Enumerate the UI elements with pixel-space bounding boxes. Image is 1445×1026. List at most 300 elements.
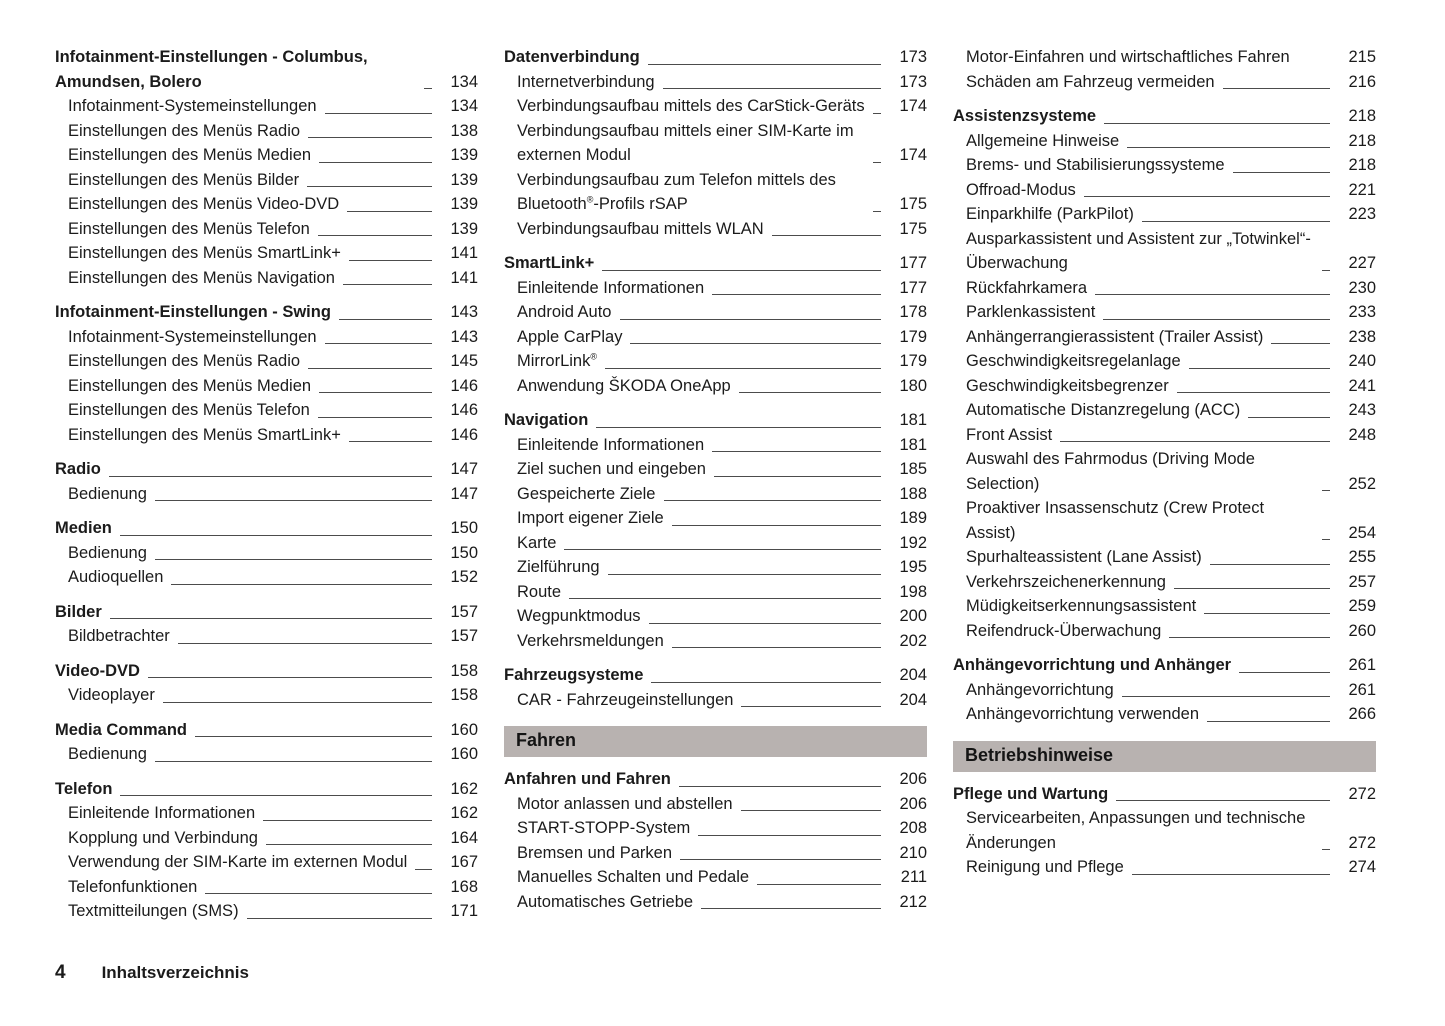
toc-section (953, 45, 1376, 94)
leader-line (1104, 123, 1330, 124)
page-number: 158 (450, 661, 478, 680)
toc-entry (504, 841, 927, 866)
leader-line (1142, 221, 1330, 222)
page-number: 192 (899, 533, 927, 552)
toc-section-header (953, 782, 1376, 807)
toc-entry-label: Verbindungsaufbau mittels des CarStick-Geräts (517, 97, 865, 115)
toc-entry (55, 349, 478, 374)
toc-section-header (55, 659, 478, 684)
leader-line (325, 113, 432, 114)
leader-line (698, 835, 881, 836)
toc-entry-label: Reifendruck-Überwachung (966, 621, 1162, 640)
toc-entry (55, 482, 478, 507)
toc-entry-label: Textmitteilungen (SMS) (68, 902, 239, 920)
leader-line (1322, 270, 1330, 271)
toc-section-header (504, 45, 927, 70)
page-number: 146 (450, 425, 478, 444)
page-number: 272 (1348, 833, 1376, 852)
toc-entry-label: Geschwindigkeitsbegrenzer (966, 376, 1169, 395)
toc-entry (504, 890, 927, 915)
leader-line (651, 682, 881, 683)
leader-line (308, 137, 432, 138)
leader-line (205, 893, 432, 894)
leader-line (701, 908, 881, 909)
toc-entry (953, 202, 1376, 227)
toc-entry (953, 855, 1376, 880)
toc-entry (55, 217, 478, 242)
page-number: 261 (1348, 656, 1376, 674)
leader-line (318, 417, 432, 418)
toc-entry (504, 506, 927, 531)
page-number: 164 (450, 828, 478, 847)
page-number: 139 (450, 146, 478, 164)
leader-line (1132, 874, 1330, 875)
leader-line (266, 844, 432, 845)
toc-entry-label: Infotainment-Systemeinstellungen (68, 327, 317, 346)
page-number: 157 (450, 602, 478, 621)
toc-entry (504, 604, 927, 629)
leader-line (772, 235, 881, 236)
leader-line (148, 677, 432, 678)
toc-entry-label: Anwendung ŠKODA OneApp (517, 376, 731, 395)
part-divider-bar (953, 741, 1376, 772)
toc-section-title: SmartLink+ (504, 254, 595, 272)
toc-section (504, 767, 927, 914)
toc-section-header (55, 457, 478, 482)
leader-line (664, 500, 882, 501)
toc-entry (55, 374, 478, 399)
leader-line (608, 574, 881, 575)
leader-line (714, 476, 881, 477)
toc-entry (55, 541, 478, 566)
registered-trademark-symbol: ® (590, 351, 597, 362)
page-number: 180 (899, 376, 927, 395)
toc-section-title: Navigation (504, 411, 589, 429)
toc-entry-label: Reinigung und Pflege (966, 858, 1124, 876)
toc-entry (504, 349, 927, 374)
page-number: 241 (1348, 376, 1376, 395)
page-number: 252 (1348, 474, 1376, 493)
leader-line (163, 702, 432, 703)
leader-line (1116, 800, 1330, 801)
toc-entry (504, 70, 927, 95)
leader-line (263, 820, 432, 821)
toc-entry-label: Bedienung (68, 484, 147, 503)
toc-entry-label: Allgemeine Hinweise (966, 131, 1120, 150)
page-number: 215 (1348, 48, 1376, 66)
leader-line (672, 525, 881, 526)
toc-entry-label: Verbindungsaufbau mittels einer SIM-Karte im externen Modul (517, 121, 854, 164)
page-number: 157 (450, 627, 478, 645)
page-number: 223 (1348, 205, 1376, 223)
toc-entry (504, 482, 927, 507)
page-number: 260 (1348, 621, 1376, 640)
toc-entry-label: Anhängevorrichtung (966, 680, 1114, 699)
page-number: 175 (899, 219, 927, 238)
toc-entry-label: Ausparkassistent und Assistent zur „Totwinkel“-Überwachung (966, 229, 1311, 272)
leader-line (339, 319, 432, 320)
toc-entry (953, 447, 1376, 496)
toc-column-2 (504, 45, 927, 914)
toc-section-title: Media Command (55, 720, 188, 739)
page-number: 243 (1348, 401, 1376, 419)
toc-section-header (504, 408, 927, 433)
leader-line (569, 598, 881, 599)
leader-line (741, 706, 881, 707)
toc-entry-label: Karte (517, 533, 557, 552)
toc-section (953, 104, 1376, 643)
leader-line (564, 549, 881, 550)
leader-line (873, 113, 881, 114)
toc-entry-label: Einstellungen des Menüs Radio (68, 352, 301, 370)
leader-line (596, 427, 881, 428)
toc-entry-label: Telefonfunktionen (68, 877, 198, 896)
toc-entry-label: Manuelles Schalten und Pedale (517, 868, 750, 886)
toc-entry-label: Spurhalteassistent (Lane Assist) (966, 548, 1202, 566)
toc-entry-label: Verkehrsmeldungen (517, 631, 664, 650)
toc-entry (504, 94, 927, 119)
toc-entry (504, 300, 927, 325)
toc-entry (953, 619, 1376, 644)
toc-entry (55, 742, 478, 767)
toc-entry (55, 143, 478, 168)
toc-entry (953, 678, 1376, 703)
toc-entry-label: Einstellungen des Menüs Bilder (68, 170, 300, 189)
page-number: 233 (1348, 303, 1376, 321)
toc-section-title: Assistenzsysteme (953, 107, 1097, 125)
toc-section (953, 653, 1376, 727)
toc-entry-label: Anhängerrangierassistent (Trailer Assist) (966, 327, 1264, 346)
leader-line (1189, 368, 1330, 369)
leader-line (602, 270, 881, 271)
page-number: 179 (899, 352, 927, 370)
leader-line (247, 918, 432, 919)
toc-entry (504, 276, 927, 301)
toc-section-header (55, 777, 478, 802)
page-number: 255 (1348, 548, 1376, 566)
toc-entry (55, 565, 478, 590)
toc-entry-label: Proaktiver Insassenschutz (Crew Protect Assist) (966, 499, 1265, 542)
leader-line (120, 535, 432, 536)
leader-line (741, 810, 881, 811)
toc-entry (55, 423, 478, 448)
page-number: 150 (450, 543, 478, 562)
page-number: 221 (1348, 180, 1376, 199)
page-number: 143 (450, 303, 478, 321)
page-number: 218 (1348, 107, 1376, 125)
toc-entry-label: START-STOPP-System (517, 819, 691, 837)
page-number: 178 (899, 303, 927, 321)
leader-line (349, 441, 432, 442)
toc-entry (504, 374, 927, 399)
leader-line (1322, 849, 1330, 850)
toc-entry-label: Servicearbeiten, Anpassungen und technische Änderungen (966, 809, 1306, 852)
toc-entry (504, 217, 927, 242)
page-number: 266 (1348, 705, 1376, 723)
toc-entry (55, 192, 478, 217)
toc-entry (953, 45, 1376, 70)
footer-chapter-label: Inhaltsverzeichnis (101, 963, 249, 982)
page-number: 160 (450, 720, 478, 739)
toc-section-title: Radio (55, 460, 101, 478)
toc-entry (953, 423, 1376, 448)
toc-entry-label: Motor-Einfahren und wirtschaftliches Fahren (966, 48, 1290, 66)
page-number: 257 (1348, 572, 1376, 591)
page-number: 185 (899, 460, 927, 478)
toc-entry (953, 129, 1376, 154)
toc-entry-label: Apple CarPlay (517, 327, 623, 346)
toc-section-title: Anhängevorrichtung und Anhänger (953, 656, 1232, 674)
toc-column-3 (953, 45, 1376, 880)
leader-line (1177, 392, 1330, 393)
toc-entry (953, 374, 1376, 399)
leader-line (712, 451, 881, 452)
toc-section-header (55, 300, 478, 325)
toc-entry-label: MirrorLink® (517, 351, 597, 370)
page-number: 204 (899, 690, 927, 709)
leader-line (318, 235, 432, 236)
leader-line (1122, 696, 1330, 697)
toc-entry (55, 325, 478, 350)
page-number: 134 (450, 97, 478, 115)
toc-entry (504, 325, 927, 350)
leader-line (1248, 417, 1330, 418)
page-number: 162 (450, 779, 478, 798)
toc-entry-label: Einstellungen des Menüs SmartLink+ (68, 244, 341, 262)
footer-page-number: 4 (55, 962, 66, 983)
toc-entry (953, 702, 1376, 727)
page-number: 145 (450, 352, 478, 370)
leader-line (155, 559, 432, 560)
page-number: 147 (450, 460, 478, 478)
toc-entry-label: Einstellungen des Menüs Medien (68, 376, 312, 395)
page-number: 141 (450, 244, 478, 262)
page-number: 218 (1348, 156, 1376, 174)
page-number: 206 (899, 794, 927, 813)
toc-entry (953, 178, 1376, 203)
toc-section (55, 45, 478, 290)
leader-line (1271, 343, 1330, 344)
toc-entry-label: Verbindungsaufbau mittels WLAN (517, 219, 764, 238)
page-number: 261 (1348, 680, 1376, 699)
toc-entry-label: Geschwindigkeitsregelanlage (966, 352, 1181, 370)
toc-entry-label: Ziel suchen und eingeben (517, 460, 706, 478)
leader-line (1127, 147, 1330, 148)
page-number: 177 (899, 254, 927, 272)
page-number: 147 (450, 484, 478, 503)
page-number: 162 (450, 804, 478, 822)
page-number: 160 (450, 745, 478, 763)
page-number: 141 (450, 268, 478, 287)
page-number: 173 (899, 72, 927, 91)
page-number: 230 (1348, 278, 1376, 297)
toc-entry-label: Internetverbindung (517, 72, 655, 91)
toc-section-header (55, 718, 478, 743)
toc-entry-label: Einparkhilfe (ParkPilot) (966, 205, 1134, 223)
leader-line (1239, 672, 1330, 673)
page-number: 206 (899, 770, 927, 788)
page-number: 168 (450, 877, 478, 896)
leader-line (1084, 196, 1330, 197)
leader-line (630, 343, 881, 344)
toc-entry-label: Bremsen und Parken (517, 843, 673, 862)
part-divider-bar (504, 726, 927, 757)
toc-entry (953, 570, 1376, 595)
toc-entry (55, 801, 478, 826)
page-number: 139 (450, 219, 478, 238)
leader-line (343, 284, 432, 285)
page-number: 138 (450, 121, 478, 140)
toc-entry (504, 531, 927, 556)
toc-section-header (55, 600, 478, 625)
leader-line (109, 476, 432, 477)
toc-entry (55, 168, 478, 193)
toc-section-title: Pflege und Wartung (953, 784, 1109, 803)
page-number: 181 (899, 411, 927, 429)
toc-entry (953, 545, 1376, 570)
toc-section (55, 600, 478, 649)
toc-entry-label: Bedienung (68, 543, 147, 562)
toc-entry-label: Import eigener Ziele (517, 509, 664, 527)
toc-section (504, 251, 927, 398)
toc-entry-label: Motor anlassen und abstellen (517, 794, 733, 813)
leader-line (1169, 637, 1330, 638)
toc-entry (55, 241, 478, 266)
toc-entry (55, 94, 478, 119)
toc-section (953, 782, 1376, 880)
leader-line (307, 186, 432, 187)
page-number: 274 (1348, 858, 1376, 876)
leader-line (1223, 88, 1330, 89)
toc-entry (504, 433, 927, 458)
page-number: 158 (450, 686, 478, 704)
page-number: 146 (450, 376, 478, 395)
leader-line (155, 761, 432, 762)
leader-line (620, 319, 882, 320)
toc-entry-label: Verbindungsaufbau zum Telefon mittels des Bluetooth®-Profils rSAP (517, 170, 836, 213)
toc-section (504, 45, 927, 241)
page-number: 171 (450, 902, 478, 920)
leader-line (649, 623, 881, 624)
leader-line (1103, 319, 1330, 320)
leader-line (1204, 613, 1330, 614)
page-number: 211 (900, 868, 927, 886)
toc-entry-label: Verkehrszeichenerkennung (966, 572, 1166, 591)
toc-entry (953, 496, 1376, 545)
leader-line (1174, 588, 1330, 589)
toc-section-header (504, 251, 927, 276)
page-number: 177 (899, 278, 927, 297)
leader-line (349, 260, 432, 261)
page-number: 189 (899, 509, 927, 527)
leader-line (195, 736, 432, 737)
leader-line (1210, 564, 1330, 565)
leader-line (120, 795, 432, 796)
toc-entry-label: Automatische Distanzregelung (ACC) (966, 401, 1241, 419)
leader-line (1322, 490, 1330, 491)
toc-entry-label: Auswahl des Fahrmodus (Driving Mode Selection) (966, 450, 1255, 493)
part-divider-label: Fahren (516, 730, 577, 750)
toc-section (55, 457, 478, 506)
toc-section-title: Fahrzeugsysteme (504, 666, 644, 684)
toc-section-title: Medien (55, 519, 112, 537)
page-number: 139 (450, 195, 478, 213)
leader-line (605, 368, 881, 369)
leader-line (1322, 539, 1330, 540)
toc-entry (953, 325, 1376, 350)
page-number: 238 (1348, 327, 1376, 346)
leader-line (1095, 294, 1330, 295)
toc-entry (55, 899, 478, 924)
leader-line (663, 88, 881, 89)
toc-entry (504, 457, 927, 482)
toc-entry-label: Einstellungen des Menüs Medien (68, 146, 312, 164)
toc-section (504, 663, 927, 712)
page-number: 204 (899, 666, 927, 684)
toc-entry-label: Front Assist (966, 425, 1053, 444)
page-number: 259 (1348, 597, 1376, 615)
leader-line (680, 859, 881, 860)
toc-section-header (504, 663, 927, 688)
page-number: 210 (899, 843, 927, 862)
toc-entry (953, 398, 1376, 423)
part-divider-label: Betriebshinweise (965, 744, 1114, 765)
toc-entry-label: Einstellungen des Menüs Navigation (68, 268, 335, 287)
toc-section-title: Video-DVD (55, 661, 140, 680)
toc-entry (504, 168, 927, 217)
toc-entry (55, 624, 478, 649)
toc-entry (953, 276, 1376, 301)
page-number: 272 (1348, 784, 1376, 803)
leader-line (319, 392, 432, 393)
toc-entry (953, 70, 1376, 95)
toc-entry (953, 594, 1376, 619)
toc-entry-label: Videoplayer (68, 686, 155, 704)
leader-line (757, 884, 881, 885)
toc-entry-label: Brems- und Stabilisierungssysteme (966, 156, 1225, 174)
toc-entry (953, 227, 1376, 276)
toc-section-header (55, 45, 478, 94)
leader-line (873, 162, 881, 163)
page-number: 248 (1348, 425, 1376, 444)
leader-line (155, 500, 432, 501)
page-number: 240 (1348, 352, 1376, 370)
leader-line (1060, 441, 1330, 442)
toc-entry-label: Kopplung und Verbindung (68, 828, 258, 847)
leader-line (325, 343, 432, 344)
toc-entry (504, 580, 927, 605)
page-number: 179 (899, 327, 927, 346)
toc-entry (953, 806, 1376, 855)
page-number: 175 (899, 195, 927, 213)
toc-entry-label: Android Auto (517, 303, 612, 321)
toc-column-1 (55, 45, 478, 924)
toc-entry (55, 683, 478, 708)
leader-line (679, 786, 881, 787)
toc-section-header (504, 767, 927, 792)
page-number: 152 (450, 568, 478, 586)
toc-entry-label: Verwendung der SIM-Karte im externen Modul (68, 853, 408, 871)
page-number: 167 (450, 853, 478, 871)
leader-line (319, 162, 432, 163)
leader-line (171, 584, 432, 585)
toc-entry-label: Gespeicherte Ziele (517, 484, 656, 503)
page-number: 202 (899, 631, 927, 650)
toc-entry-label: Einstellungen des Menüs Radio (68, 121, 301, 140)
leader-line (178, 643, 432, 644)
toc-entry (504, 629, 927, 654)
toc-entry (504, 792, 927, 817)
